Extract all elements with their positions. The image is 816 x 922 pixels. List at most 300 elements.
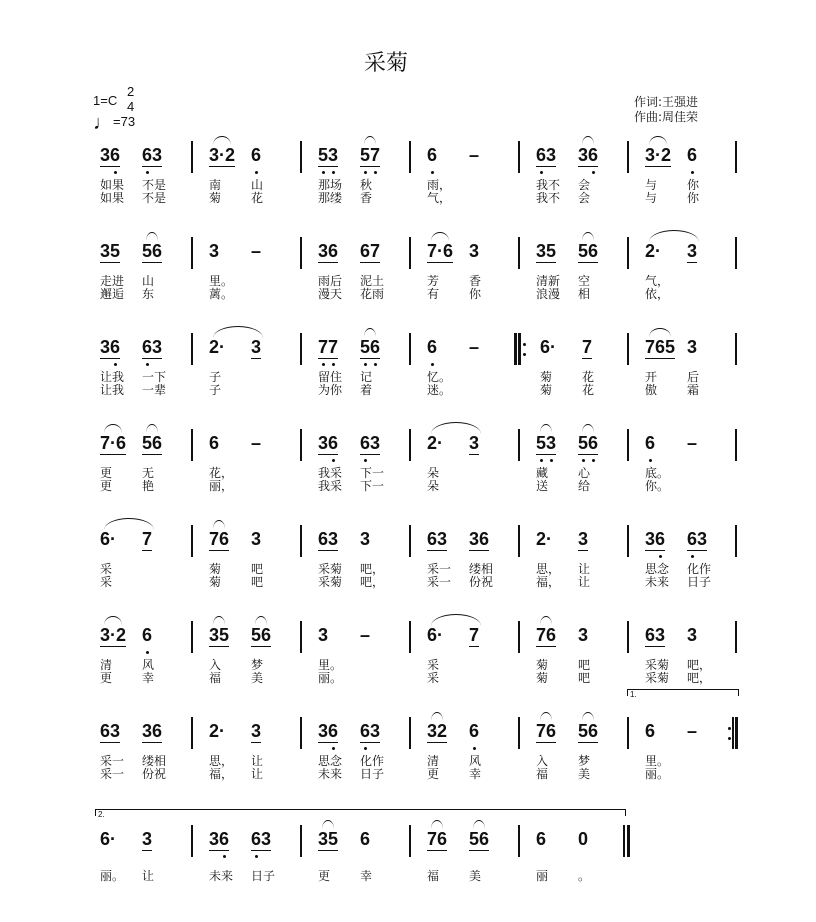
lyric: 丽。: [318, 671, 343, 685]
repeat-start-thin-bar: [519, 333, 521, 365]
lyric: 未来: [318, 767, 343, 781]
lyric: 更: [427, 767, 440, 781]
lyric: 吧，: [360, 562, 385, 576]
slur-arc: [364, 328, 376, 337]
note-beat: [687, 335, 697, 363]
lyric: 菊: [209, 562, 222, 576]
measure: [409, 143, 518, 233]
lyric: 东: [142, 287, 155, 301]
lyric: 你: [687, 178, 700, 192]
note-beat: [142, 827, 152, 855]
time-signature: [127, 84, 134, 114]
note-beat: [100, 719, 120, 747]
lyric: 风: [142, 658, 155, 672]
measure: [627, 335, 735, 425]
lyric: 我采: [318, 466, 343, 480]
lyric: 。: [578, 869, 591, 883]
staff-row: [0, 239, 816, 329]
lyric: 入: [209, 658, 222, 672]
note: 6: [142, 625, 153, 645]
lyric: 让我: [100, 383, 125, 397]
lyric: 无: [142, 466, 155, 480]
note-beat: [469, 143, 479, 171]
lyric: 一辈: [142, 383, 167, 397]
volta-bracket-2: 2.: [95, 809, 626, 816]
note-beat: [318, 827, 338, 855]
barline: [735, 525, 737, 557]
lyric: 菊: [209, 575, 222, 589]
lyric: 如果: [100, 191, 125, 205]
repeat-start-thick-bar: [514, 333, 517, 365]
lyric: 采: [100, 562, 113, 576]
lyric: 缕相: [469, 562, 494, 576]
lyric: 采菊: [645, 658, 670, 672]
note-group: [687, 144, 697, 166]
note-beat: [536, 827, 546, 855]
lyric: 傲: [645, 383, 658, 397]
note-beat: [318, 719, 338, 747]
note-group: 765: [645, 337, 676, 357]
note-group: 7: [469, 625, 480, 645]
lyric: 幸: [142, 671, 155, 685]
measure: [95, 335, 191, 425]
lyric: 采: [427, 658, 440, 672]
note: 5: [536, 433, 547, 453]
lyric: 缕相: [142, 754, 167, 768]
note-group: 3·2: [100, 625, 127, 645]
note-beat: [209, 143, 235, 171]
final-thin-bar: [623, 825, 625, 857]
lyric: 依，: [645, 287, 670, 301]
lyric: 丽。: [645, 767, 670, 781]
note-beat: [469, 335, 479, 363]
note-beat: [100, 827, 116, 855]
note: 3: [261, 829, 272, 849]
note: 6: [687, 145, 698, 165]
lyric: 香: [360, 191, 373, 205]
note-group: 3: [687, 625, 698, 645]
note-beat: [536, 431, 556, 459]
measure: [518, 143, 627, 233]
note-beat: [578, 719, 598, 747]
note: 6: [687, 529, 698, 549]
slur-arc: [431, 232, 449, 241]
note: 6: [110, 337, 121, 357]
lyric: 下一: [360, 479, 385, 493]
lyric: 蓠。: [209, 287, 234, 301]
note: 3: [697, 529, 708, 549]
note: 3: [152, 145, 163, 165]
note-group: 3·2: [645, 145, 672, 165]
lyric: 你: [469, 287, 482, 301]
staff-row: [0, 690, 816, 809]
note-group: [360, 144, 380, 167]
note-group: 6: [645, 721, 656, 741]
lyric: 菊: [209, 191, 222, 205]
note-group: 7·6: [100, 433, 127, 453]
lyric: 日子: [687, 575, 712, 589]
lyric: 清: [427, 754, 440, 768]
lyric: 后: [687, 370, 700, 384]
note-group: 3: [578, 529, 589, 549]
note-group: 56: [142, 241, 163, 261]
note-group: 6: [536, 829, 547, 849]
note-beat: [427, 239, 453, 267]
lyric: 采: [427, 671, 440, 685]
lyric: 南: [209, 178, 222, 192]
note-group: 3: [251, 721, 262, 741]
note-group: [209, 828, 229, 851]
note-group: 63: [427, 529, 448, 549]
lyric: 浪漫: [536, 287, 561, 301]
note: 3: [100, 337, 111, 357]
note-group: 63: [645, 625, 666, 645]
measure: [95, 827, 191, 917]
lyric: 更: [100, 479, 113, 493]
measure: [409, 239, 518, 329]
note: 5: [318, 145, 329, 165]
lyric: 给: [578, 479, 591, 493]
note-group: [100, 336, 120, 359]
note-group: 6·: [540, 337, 557, 357]
note-group: 36: [142, 721, 163, 741]
note-beat: [209, 239, 219, 267]
note-group: 3: [251, 337, 262, 357]
note-beat: [318, 335, 338, 363]
note-group: 0: [578, 829, 589, 849]
measure: [409, 431, 518, 521]
slur-arc: [213, 520, 225, 529]
note: 6: [645, 433, 656, 453]
note-group: 56: [469, 829, 490, 849]
note-group: [469, 720, 479, 742]
note-beat: [536, 527, 552, 555]
note: 6: [328, 433, 339, 453]
lyric: 有: [427, 287, 440, 301]
note-beat: [209, 527, 229, 555]
repeat-dot: [523, 353, 526, 356]
slur-arc: [540, 712, 552, 721]
note-beat: [360, 335, 380, 363]
key-signature: 1=C: [93, 93, 118, 108]
tempo-marking: [93, 112, 135, 135]
note: 6: [328, 721, 339, 741]
lyric: 丽，: [209, 479, 234, 493]
time-sig-bottom: 4: [127, 99, 135, 114]
lyric: 气，: [645, 274, 670, 288]
measure: [95, 719, 191, 809]
measure: [627, 719, 735, 809]
lyric: 迷。: [427, 383, 452, 397]
lyric: 霜: [687, 383, 700, 397]
measure: [300, 719, 409, 809]
slur-arc: [582, 424, 594, 433]
lyric: 一下: [142, 370, 167, 384]
lyric: 着: [360, 383, 373, 397]
note-group: 2·: [427, 433, 444, 453]
note: 3: [318, 433, 329, 453]
note-group: [360, 720, 380, 743]
lyric: 清新: [536, 274, 561, 288]
final-thick-bar: [627, 825, 630, 857]
note-group: [427, 144, 437, 166]
measure: [191, 623, 300, 713]
measure: [300, 431, 409, 521]
note-beat: [427, 827, 447, 855]
note-group: 76: [536, 625, 557, 645]
note: 3: [546, 145, 557, 165]
lyric: 芳: [427, 274, 440, 288]
measure: [518, 431, 627, 521]
measure: [518, 527, 627, 617]
note: 5: [360, 337, 371, 357]
note: 7: [318, 337, 329, 357]
note-beat: [578, 623, 588, 651]
measure: [300, 827, 409, 917]
note-beat: [687, 719, 697, 747]
note-beat: [142, 431, 162, 459]
note-group: 3: [687, 337, 698, 357]
lyric: 思，: [209, 754, 234, 768]
note-group: 2·: [209, 337, 226, 357]
lyric: 采: [100, 575, 113, 589]
note-group: [687, 528, 707, 551]
note-beat: [687, 623, 697, 651]
lyric: 山: [251, 178, 264, 192]
measure: [627, 239, 735, 329]
note-beat: [318, 623, 328, 651]
lyric: 让: [578, 575, 591, 589]
note-beat: [536, 143, 556, 171]
lyric: 里。: [209, 274, 234, 288]
note-beat: [360, 527, 370, 555]
lyric: 香: [469, 274, 482, 288]
lyric: 忆。: [427, 370, 452, 384]
measure: [518, 239, 627, 329]
note-group: [142, 336, 162, 359]
measure: [95, 431, 191, 521]
lyric: 邂逅: [100, 287, 125, 301]
measure: [191, 239, 300, 329]
lyric: 会: [578, 178, 591, 192]
note-beat: [687, 431, 697, 459]
slur-arc: [146, 424, 158, 433]
note-group: 67: [360, 241, 381, 261]
note: 6: [588, 433, 599, 453]
lyric: 采菊: [645, 671, 670, 685]
staff-row: [0, 143, 816, 233]
note-group: 76: [536, 721, 557, 741]
note-beat: [536, 623, 556, 651]
note-beat: [318, 239, 338, 267]
measure: [627, 623, 735, 713]
note-group: 2·: [536, 529, 553, 549]
note-beat: [318, 527, 338, 555]
note-group: –: [251, 433, 262, 453]
measure: [409, 719, 518, 809]
note-group: 35: [318, 829, 339, 849]
note: 3: [546, 433, 557, 453]
note-beat: [142, 143, 162, 171]
note-beat: [360, 623, 370, 651]
note: 3: [328, 145, 339, 165]
lyric: 日子: [360, 767, 385, 781]
note-beat: [687, 143, 697, 171]
note-beat: [142, 335, 162, 363]
note-beat: [578, 431, 598, 459]
lyric: 藏: [536, 466, 549, 480]
lyric: 吧: [251, 575, 264, 589]
note-group: –: [687, 433, 698, 453]
lyric: 福，: [209, 767, 234, 781]
lyric: 那缕: [318, 191, 343, 205]
note-beat: [578, 143, 598, 171]
lyric: 不是: [142, 178, 167, 192]
note-group: –: [360, 625, 371, 645]
note-beat: [100, 335, 120, 363]
lyric: 幸: [360, 869, 373, 883]
lyric: 让: [142, 869, 155, 883]
lyric: 雨后: [318, 274, 343, 288]
lyric: 思念: [645, 562, 670, 576]
note-beat: [100, 431, 126, 459]
note-beat: [251, 431, 261, 459]
note-group: 35: [209, 625, 230, 645]
note-group: [427, 336, 437, 358]
note: 6: [142, 145, 153, 165]
note-group: 32: [427, 721, 448, 741]
note-group: 6·: [100, 529, 117, 549]
note-beat: [360, 827, 370, 855]
note-beat: [427, 623, 443, 651]
lyric: 采一: [427, 575, 452, 589]
note: 7: [328, 337, 339, 357]
barline: [735, 237, 737, 269]
note-beat: [578, 527, 588, 555]
measure: [409, 335, 518, 425]
slur-arc: [582, 712, 594, 721]
measure: [518, 719, 627, 809]
measure: [191, 527, 300, 617]
note-beat: [251, 719, 261, 747]
lyric: 艳: [142, 479, 155, 493]
note-group: [142, 144, 162, 167]
lyric: 你。: [645, 479, 670, 493]
note: 3: [318, 721, 329, 741]
note-group: 76: [209, 529, 230, 549]
lyric: 花雨: [360, 287, 385, 301]
note-group: [100, 144, 120, 167]
note-group: 35: [536, 241, 557, 261]
note-group: 7: [142, 529, 153, 549]
note-group: 6·: [100, 829, 117, 849]
note-beat: [100, 623, 126, 651]
note-group: 3: [578, 625, 589, 645]
staff-row: [0, 623, 816, 713]
note-group: 56: [578, 241, 599, 261]
lyric: 美: [578, 767, 591, 781]
lyric: 如果: [100, 178, 125, 192]
lyric: 留住: [318, 370, 343, 384]
measure: [191, 431, 300, 521]
lyric: 朵: [427, 466, 440, 480]
lyric: 吧，: [687, 671, 712, 685]
note-beat: [251, 239, 261, 267]
lyric: 份祝: [142, 767, 167, 781]
lyric: 福，: [536, 575, 561, 589]
note-group: 63: [100, 721, 121, 741]
staff-row: [0, 431, 816, 521]
note: 6: [251, 145, 262, 165]
note-group: [645, 528, 665, 551]
lyric: 福: [209, 671, 222, 685]
note: 6: [469, 721, 480, 741]
measure: [627, 431, 735, 521]
lyric: 思，: [536, 562, 561, 576]
note-beat: [100, 527, 116, 555]
note-beat: [100, 239, 120, 267]
lyric: 相: [578, 287, 591, 301]
note-beat: [687, 527, 707, 555]
measure: [518, 623, 627, 713]
note: 3: [370, 433, 381, 453]
note-group: –: [469, 337, 480, 357]
note: 5: [360, 145, 371, 165]
lyric: 采一: [100, 754, 125, 768]
lyric: 梦: [578, 754, 591, 768]
note-group: 2·: [645, 241, 662, 261]
measure: [191, 719, 300, 809]
note-group: [318, 144, 338, 167]
lyric: 下一: [360, 466, 385, 480]
note-group: 3: [360, 529, 371, 549]
slur-arc: [104, 424, 122, 433]
lyric: 为你: [318, 383, 343, 397]
note-group: [142, 624, 152, 646]
note: 7: [370, 145, 381, 165]
measure: [300, 143, 409, 233]
measure: [627, 143, 735, 233]
lyric: 让我: [100, 370, 125, 384]
note-beat: [645, 719, 655, 747]
lyric: 更: [100, 671, 113, 685]
note-beat: [687, 239, 697, 267]
lyric: 让: [251, 767, 264, 781]
lyric: 份祝: [469, 575, 494, 589]
note-beat: [427, 335, 437, 363]
lyric: 美: [251, 671, 264, 685]
note-group: 3: [209, 241, 220, 261]
lyric: 未来: [209, 869, 234, 883]
note-group: 63: [318, 529, 339, 549]
measure: [191, 335, 300, 425]
note-beat: [536, 719, 556, 747]
barline: [735, 333, 737, 365]
note-beat: [540, 335, 556, 363]
lyric: 未来: [645, 575, 670, 589]
lyric: 让: [251, 754, 264, 768]
note-beat: [645, 335, 675, 363]
lyric: 让: [578, 562, 591, 576]
note-beat: [209, 623, 229, 651]
note-beat: [427, 719, 447, 747]
note-beat: [427, 143, 437, 171]
lyric: 空: [578, 274, 591, 288]
lyric: 化作: [360, 754, 385, 768]
note-beat: [360, 239, 380, 267]
slur-arc: [255, 616, 267, 625]
note: 6: [219, 829, 230, 849]
